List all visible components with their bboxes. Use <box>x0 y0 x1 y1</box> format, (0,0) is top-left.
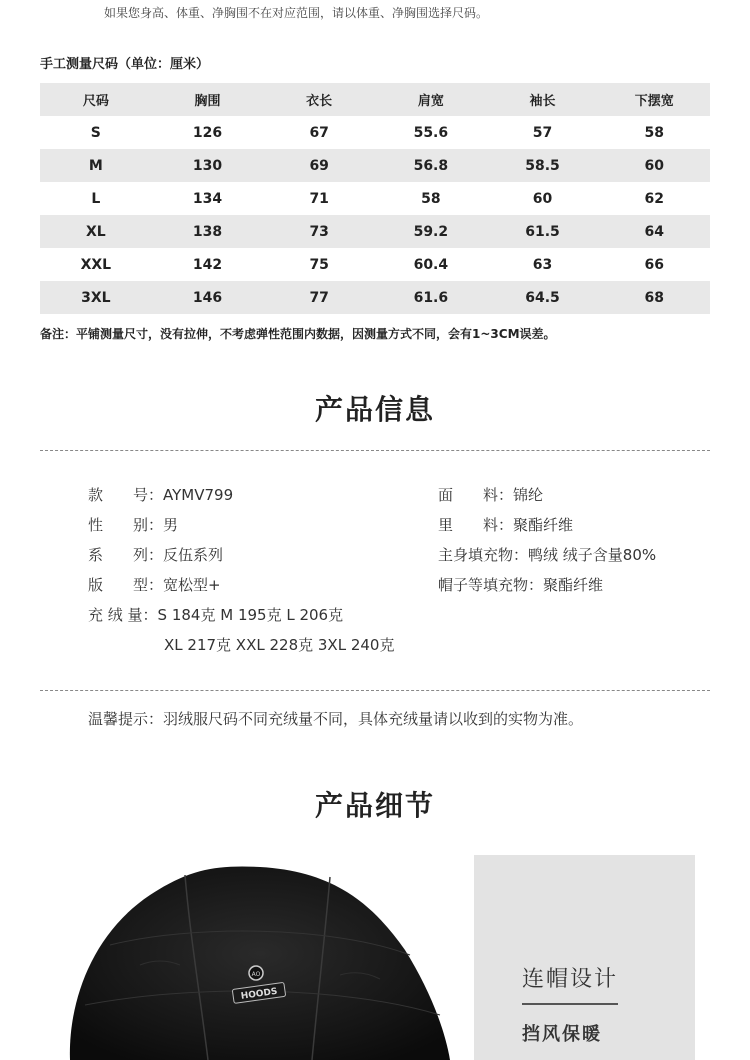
info-value: 聚酯纤维 <box>543 576 604 594</box>
info-value: 鸭绒 绒子含量80% <box>528 546 657 564</box>
info-value: S 184克 M 195克 L 206克 <box>157 606 344 624</box>
info-item-style-number <box>88 484 233 505</box>
feature-subtitle: 挡风保暖 <box>522 1024 602 1045</box>
table-cell: 58.5 <box>525 157 560 174</box>
table-cell: 61.5 <box>525 223 560 240</box>
table-cell: 61.6 <box>413 289 449 306</box>
table-cell: 60.4 <box>413 256 449 273</box>
column-header: 袖长 <box>529 94 556 109</box>
info-value: 男 <box>163 516 179 534</box>
table-row <box>40 116 710 149</box>
table-row <box>40 182 710 215</box>
info-item-fill-weight-continued: XL 217克 XXL 228克 3XL 240克 <box>164 636 395 654</box>
table-cell: 56.8 <box>413 157 449 174</box>
brand-patch: HOODS <box>240 986 279 1002</box>
info-label: 主身填充物： <box>438 546 529 564</box>
info-value: 聚酯纤维 <box>513 516 574 534</box>
table-cell: XL <box>85 223 106 240</box>
info-item-fit <box>88 574 221 595</box>
table-cell: 126 <box>192 124 223 141</box>
size-table-header-row <box>40 83 710 116</box>
table-cell: 62 <box>644 190 664 207</box>
info-label: 版 型： <box>88 576 164 594</box>
table-cell: 68 <box>644 289 664 306</box>
table-cell: 130 <box>192 157 223 174</box>
table-cell: 134 <box>192 190 223 207</box>
table-cell: 138 <box>192 223 223 240</box>
table-row <box>40 281 710 314</box>
info-item-body-filling <box>438 544 656 565</box>
info-value: 反伍系列 <box>163 546 224 564</box>
warm-tip: 温馨提示：羽绒服尺码不同充绒量不同，具体充绒量请以收到的实物为准。 <box>88 710 584 728</box>
column-header: 尺码 <box>82 94 109 109</box>
table-cell: 142 <box>192 256 223 273</box>
size-table-heading: 手工测量尺码（单位：厘米） <box>40 57 210 72</box>
info-label: 系 列： <box>88 546 164 564</box>
table-cell: 71 <box>309 190 329 207</box>
table-cell: 60 <box>532 190 553 207</box>
table-cell: 66 <box>644 256 664 273</box>
hood-illustration <box>40 855 474 1060</box>
info-item-fill-weight <box>88 604 343 625</box>
top-note: 如果您身高、体重、净胸围不在对应范围，请以体重、净胸围选择尺码。 <box>104 6 489 20</box>
column-header: 胸围 <box>194 94 221 109</box>
info-label: 充 绒 量： <box>88 606 158 624</box>
product-info-title: 产品信息 <box>314 393 435 426</box>
info-item-series <box>88 544 223 565</box>
table-cell: 69 <box>309 157 329 174</box>
table-cell: XXL <box>80 256 112 273</box>
info-value: AYMV799 <box>163 486 234 504</box>
info-label: 帽子等填充物： <box>438 576 544 594</box>
product-detail-title: 产品细节 <box>314 789 435 822</box>
table-cell: 57 <box>532 124 553 141</box>
table-cell: 146 <box>192 289 223 306</box>
column-header: 肩宽 <box>417 94 444 109</box>
info-value: 锦纶 <box>513 486 544 504</box>
table-cell: S <box>90 124 101 141</box>
divider <box>40 450 710 451</box>
info-value: 宽松型+ <box>163 576 221 594</box>
size-table <box>40 83 710 314</box>
info-item-lining <box>438 514 573 535</box>
table-cell: 63 <box>532 256 553 273</box>
hood-photo <box>40 855 474 1060</box>
column-header: 衣长 <box>306 94 333 109</box>
table-cell: 64.5 <box>525 289 560 306</box>
table-cell: 67 <box>309 124 329 141</box>
table-cell: 75 <box>309 256 329 273</box>
table-cell: 77 <box>309 289 329 306</box>
info-item-hood-filling <box>438 574 603 595</box>
info-label: 里 料： <box>438 516 514 534</box>
svg-text:AO: AO <box>251 971 261 978</box>
column-header: 下摆宽 <box>634 94 674 109</box>
table-cell: 64 <box>644 223 664 240</box>
info-item-shell-fabric <box>438 484 543 505</box>
table-cell: 3XL <box>81 289 111 306</box>
table-cell: 59.2 <box>413 223 449 240</box>
table-row <box>40 215 710 248</box>
table-cell: 55.6 <box>413 124 449 141</box>
info-label: 性 别： <box>88 516 164 534</box>
feature-divider <box>522 1003 618 1005</box>
table-row <box>40 149 710 182</box>
table-cell: 58 <box>421 190 441 207</box>
table-row <box>40 248 710 281</box>
info-label: 面 料： <box>438 486 514 504</box>
divider <box>40 690 710 691</box>
table-cell: 73 <box>309 223 329 240</box>
feature-panel <box>474 855 695 1060</box>
info-item-gender <box>88 514 178 535</box>
feature-title: 连帽设计 <box>522 967 619 992</box>
table-cell: M <box>88 157 103 174</box>
table-cell: 60 <box>644 157 664 174</box>
table-cell: L <box>91 190 101 207</box>
table-cell: 58 <box>644 124 664 141</box>
info-label: 款 号： <box>88 486 164 504</box>
size-table-remark: 备注：平铺测量尺寸，没有拉伸，不考虑弹性范围内数据，因测量方式不同，会有1~3CM误差。 <box>40 327 556 341</box>
